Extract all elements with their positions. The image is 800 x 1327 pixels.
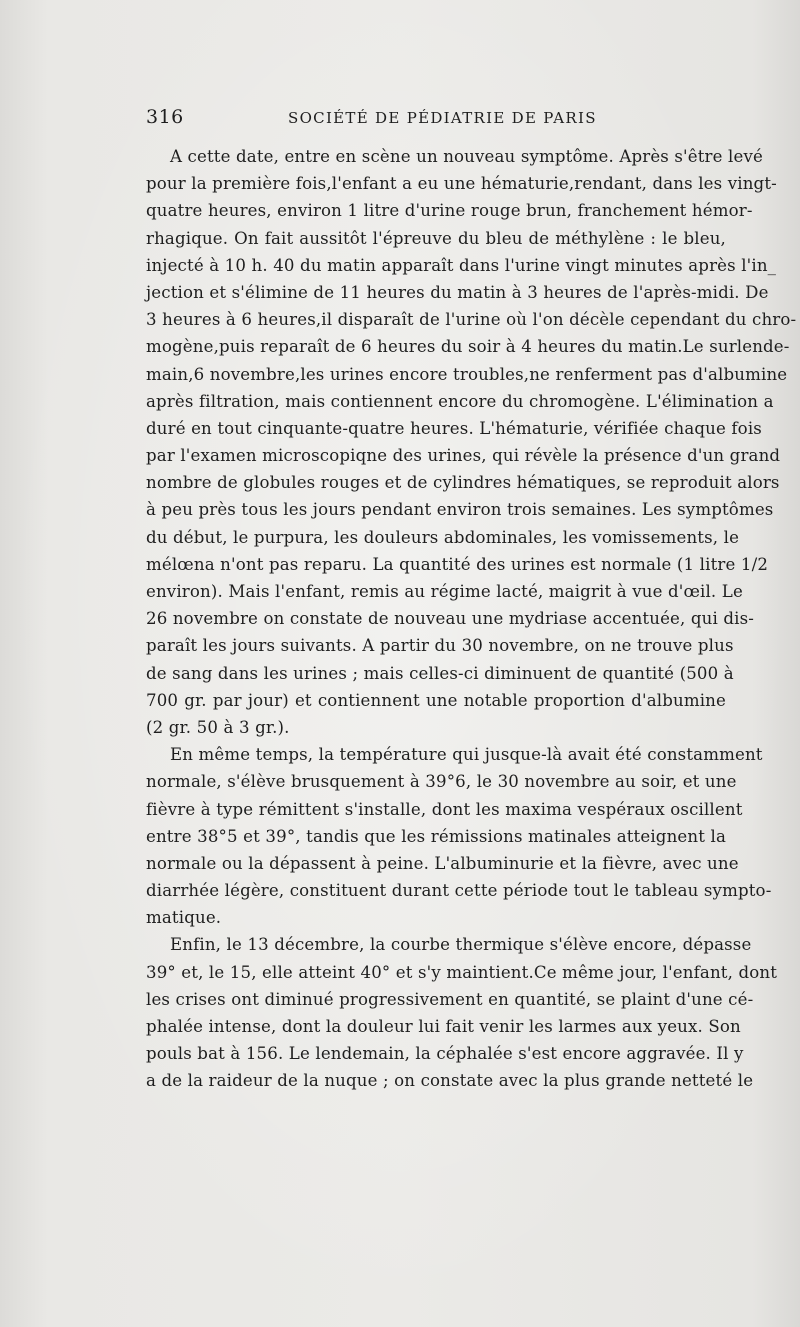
text-line: (2 gr. 50 à 3 gr.). [146, 717, 290, 737]
text-line: phalée intense, dont la douleur lui fait venir les larmes aux yeux. Son [146, 1017, 741, 1036]
text-line: En même temps, la température qui jusque-là avait été constamment [170, 745, 763, 765]
text-line: de sang dans les urines ; mais celles-ci diminuent de quantité (500 à [146, 663, 734, 683]
text-line: entre 38°5 et 39°, tandis que les rémissions matinales atteignent la [146, 826, 726, 846]
text-line: 26 novembre on constate de nouveau une mydriase accentuée, qui dis- [146, 609, 755, 629]
text-line: quatre heures, environ 1 litre d'urine rouge brun, franchement hémor- [146, 201, 753, 221]
text-line: main,6 novembre,les urines encore troubles,ne renferment pas d'albumine [146, 364, 788, 384]
text-line: diarrhée légère, constituent durant cette période tout le tableau sympto- [146, 881, 772, 901]
text-line: pouls bat à 156. Le lendemain, la céphalée s'est encore aggravée. Il y [146, 1044, 744, 1064]
text-line: du début, le purpura, les douleurs abdominales, les vomissements, le [146, 527, 740, 547]
text-line: paraît les jours suivants. A partir du 30 novembre, on ne trouve plus [146, 636, 734, 656]
text-line: 39° et, le 15, elle atteint 40° et s'y maintient.Ce même jour, l'enfant, dont [146, 962, 778, 982]
body-text [146, 143, 797, 1095]
text-line: rhagique. On fait aussitôt l'épreuve du bleu de méthylène : le bleu, [146, 228, 726, 248]
text-line: duré en tout cinquante-quatre heures. L'hématurie, vérifiée chaque fois [146, 418, 762, 438]
text-line: après filtration, mais contiennent encore du chromogène. L'élimination a [146, 391, 774, 411]
text-line: à peu près tous les jours pendant environ trois semaines. Les symptômes [146, 500, 774, 520]
text-line: fièvre à type rémittent s'installe, dont les maxima vespéraux oscillent [146, 799, 743, 819]
text-line: environ). Mais l'enfant, remis au régime lacté, maigrit à vue d'œil. Le [146, 582, 743, 601]
text-line: injecté à 10 h. 40 du matin apparaît dans l'urine vingt minutes après l'in_ [146, 255, 777, 275]
text-line: a de la raideur de la nuque ; on constate avec la plus grande netteté le [146, 1071, 754, 1091]
text-line: pour la première fois,l'enfant a eu une hématurie,rendant, dans les vingt- [146, 174, 777, 194]
text-line: 3 heures à 6 heures,il disparaît de l'urine où l'on décèle cependant du chro- [146, 310, 797, 330]
text-line: les crises ont diminué progressivement en quantité, se plaint d'une cé- [146, 989, 754, 1009]
page-number: 316 [146, 106, 184, 128]
text-line: A cette date, entre en scène un nouveau symptôme. Après s'être levé [170, 147, 763, 166]
text-line: 700 gr. par jour) et contiennent une notable proportion d'albumine [146, 690, 726, 710]
text-line: mogène,puis reparaît de 6 heures du soir à 4 heures du matin.Le surlende- [146, 337, 790, 357]
text-line: par l'examen microscopiqne des urines, qui révèle la présence d'un grand [146, 446, 781, 466]
text-line: matique. [146, 908, 222, 928]
text-line: mélœna n'ont pas reparu. La quantité des urines est normale (1 litre 1/2 [146, 554, 769, 574]
text-line: nombre de globules rouges et de cylindres hématiques, se reproduit alors [146, 473, 780, 493]
text-line: normale ou la dépassent à peine. L'albuminurie et la fièvre, avec une [146, 853, 739, 873]
running-title: SOCIÉTÉ DE PÉDIATRIE DE PARIS [288, 109, 597, 127]
page-header [146, 106, 726, 130]
text-line: normale, s'élève brusquement à 39°6, le 30 novembre au soir, et une [146, 772, 737, 792]
text-line: jection et s'élimine de 11 heures du matin à 3 heures de l'après-midi. De [146, 282, 769, 302]
text-line: Enfin, le 13 décembre, la courbe thermique s'élève encore, dépasse [170, 935, 752, 955]
